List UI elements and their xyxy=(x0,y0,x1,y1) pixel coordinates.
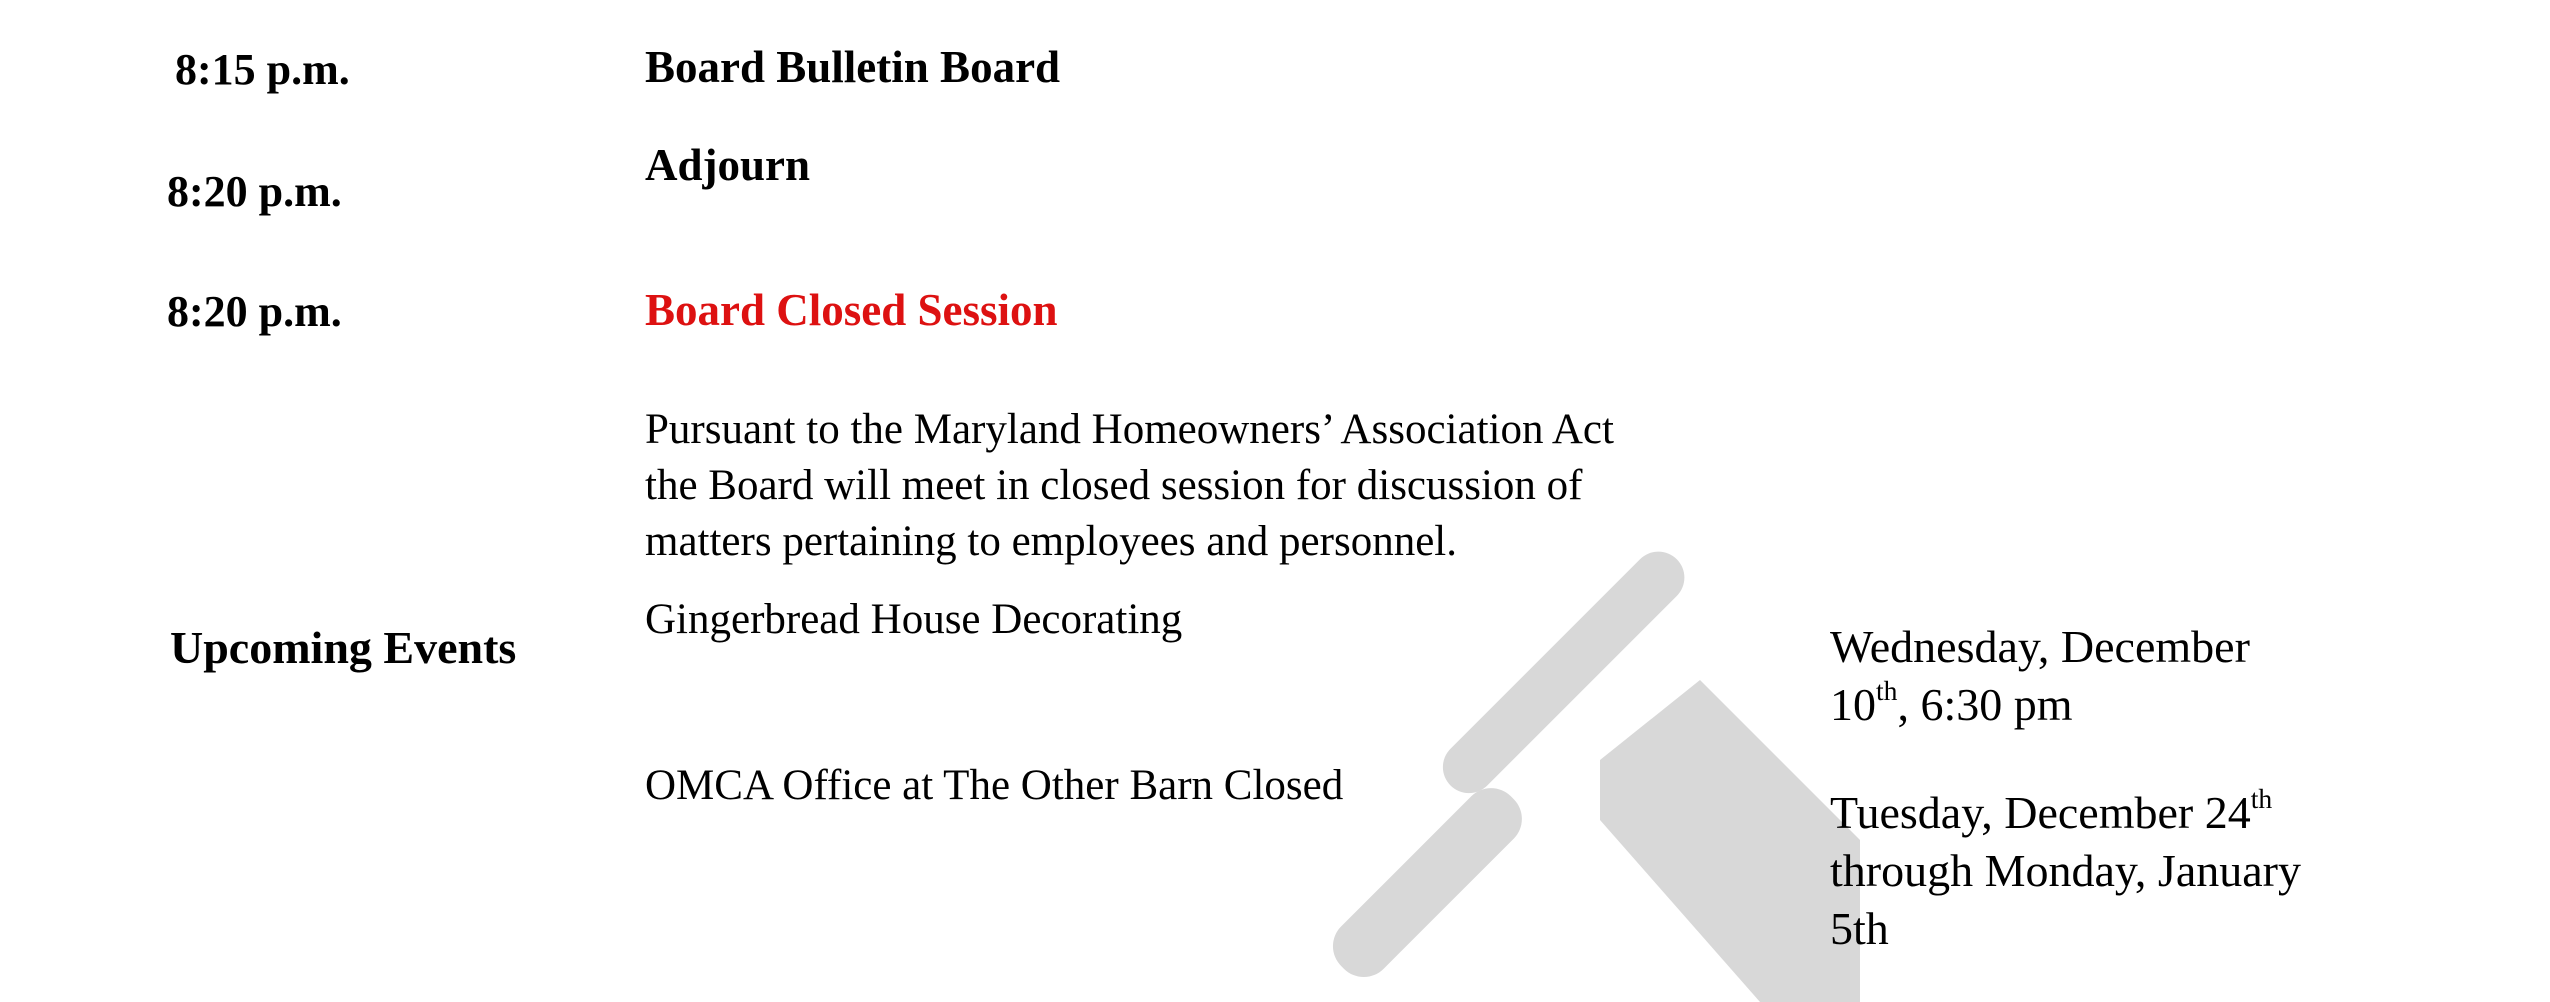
agenda-title-2: Adjourn xyxy=(645,140,811,190)
closed-session-description xyxy=(645,402,1845,570)
agenda-time-2: 8:20 p.m. xyxy=(167,167,342,216)
closed-session-line-3: matters pertaining to employees and personnel. xyxy=(645,518,1457,565)
closed-session-line-2: the Board will meet in closed session for discussion of xyxy=(645,462,1583,509)
event-date-2-line-1: Tuesday, December 24th xyxy=(1830,782,2273,838)
event-date-2 xyxy=(1830,784,2390,958)
event-name-2: OMCA Office at The Other Barn Closed xyxy=(645,762,1344,809)
event-date-1-line-2: 10th, 6:30 pm xyxy=(1830,674,2073,730)
event-date-2-line-3: 5th xyxy=(1830,903,1889,954)
upcoming-events-heading: Upcoming Events xyxy=(170,622,517,673)
agenda-title-1: Board Bulletin Board xyxy=(645,42,1061,92)
event-name-1: Gingerbread House Decorating xyxy=(645,596,1183,643)
event-date-1 xyxy=(1830,618,2370,734)
closed-session-line-1: Pursuant to the Maryland Homeowners’ Association Act xyxy=(645,406,1614,453)
agenda-title-3: Board Closed Session xyxy=(645,285,1058,335)
agenda-time-1: 8:15 p.m. xyxy=(175,45,350,94)
event-date-2-line-2: through Monday, January xyxy=(1830,845,2301,896)
event-date-1-line-1: Wednesday, December xyxy=(1830,621,2250,672)
agenda-time-3: 8:20 p.m. xyxy=(167,287,342,336)
